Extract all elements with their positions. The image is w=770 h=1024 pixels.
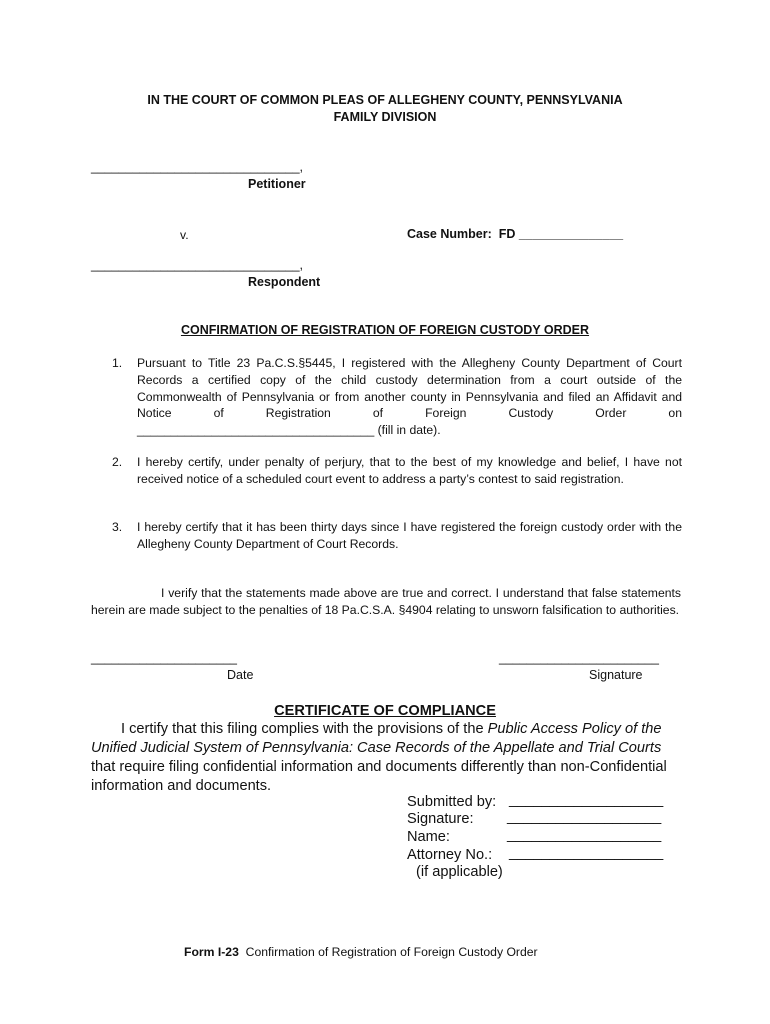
attorney-no-label: Attorney No.: [407, 847, 493, 863]
signature-label: Signature [589, 668, 643, 682]
verification-statement: I verify that the statements made above are true and correct. I understand that false statements herein are made subject to the penalties of 18 Pa.C.S.A. §4904 relating to unsworn falsification to authorities. [91, 586, 681, 617]
case-number: Case Number: FD _______________ [407, 227, 624, 241]
respondent-blank: ______________________________, [91, 258, 304, 272]
if-applicable-note: (if applicable) [416, 864, 503, 880]
item-1-number: 1. [112, 356, 123, 370]
item-2-text: I hereby certify, under penalty of perjury, that to the best of my knowledge and belief, I have not received notice of a scheduled court event to address a party’s contest to said registration. [137, 455, 682, 486]
certificate-policy-title: Public Access Policy of the Unified Judicial System of Pennsylvania: Case Records of the Appellate and Trial Courts [91, 721, 662, 756]
certificate-text [91, 720, 686, 796]
certificate-text-part-1: I certify that this filing complies with the provisions of the [121, 721, 488, 737]
item-3-number: 3. [112, 520, 123, 534]
certificate-text-part-2: that require filing confidential information and documents differently than non-Confidential information and documents. [91, 759, 667, 794]
item-2-number: 2. [112, 455, 123, 469]
date-line: _____________________ [91, 651, 237, 665]
division-heading: FAMILY DIVISION [333, 110, 437, 124]
name-field-label: Name: [407, 829, 450, 845]
submitted-by-label: Submitted by: [407, 794, 497, 810]
certificate-heading: CERTIFICATE OF COMPLIANCE [274, 703, 496, 719]
attorney-no-line: ___________________ [509, 845, 664, 861]
signature-field-label: Signature: [407, 811, 474, 827]
submitted-by-line: ___________________ [509, 792, 664, 808]
form-footer [184, 945, 538, 959]
petitioner-blank: ______________________________, [91, 160, 304, 174]
item-1-date-line: ___________________________________ (fill in date). [137, 423, 441, 437]
item-1-text: Pursuant to Title 23 Pa.C.S.§5445, I registered with the Allegheny County Department of Court Records a certified copy of the child custody determination from a court outside of the Commonwealth of Pennsylvania or from another county in Pennsylvania and filed an Affidavit and Notice of Registration of Foreign Custody Order on [137, 356, 682, 421]
form-id: Form I-23 [184, 945, 239, 959]
item-3-text: I hereby certify that it has been thirty days since I have registered the foreign custody order with the Allegheny County Department of Court Records. [137, 520, 682, 551]
respondent-label: Respondent [248, 275, 321, 289]
versus-label: v. [180, 228, 189, 242]
court-heading: IN THE COURT OF COMMON PLEAS OF ALLEGHENY COUNTY, PENNSYLVANIA [147, 93, 623, 107]
name-field-line: ___________________ [507, 827, 662, 843]
form-footer-title: Confirmation of Registration of Foreign Custody Order [245, 945, 538, 959]
signature-field-line: ___________________ [507, 809, 662, 825]
document-title: CONFIRMATION OF REGISTRATION OF FOREIGN CUSTODY ORDER [180, 323, 590, 337]
signature-line: _______________________ [499, 651, 659, 665]
petitioner-label: Petitioner [248, 177, 306, 191]
date-label: Date [227, 668, 254, 682]
